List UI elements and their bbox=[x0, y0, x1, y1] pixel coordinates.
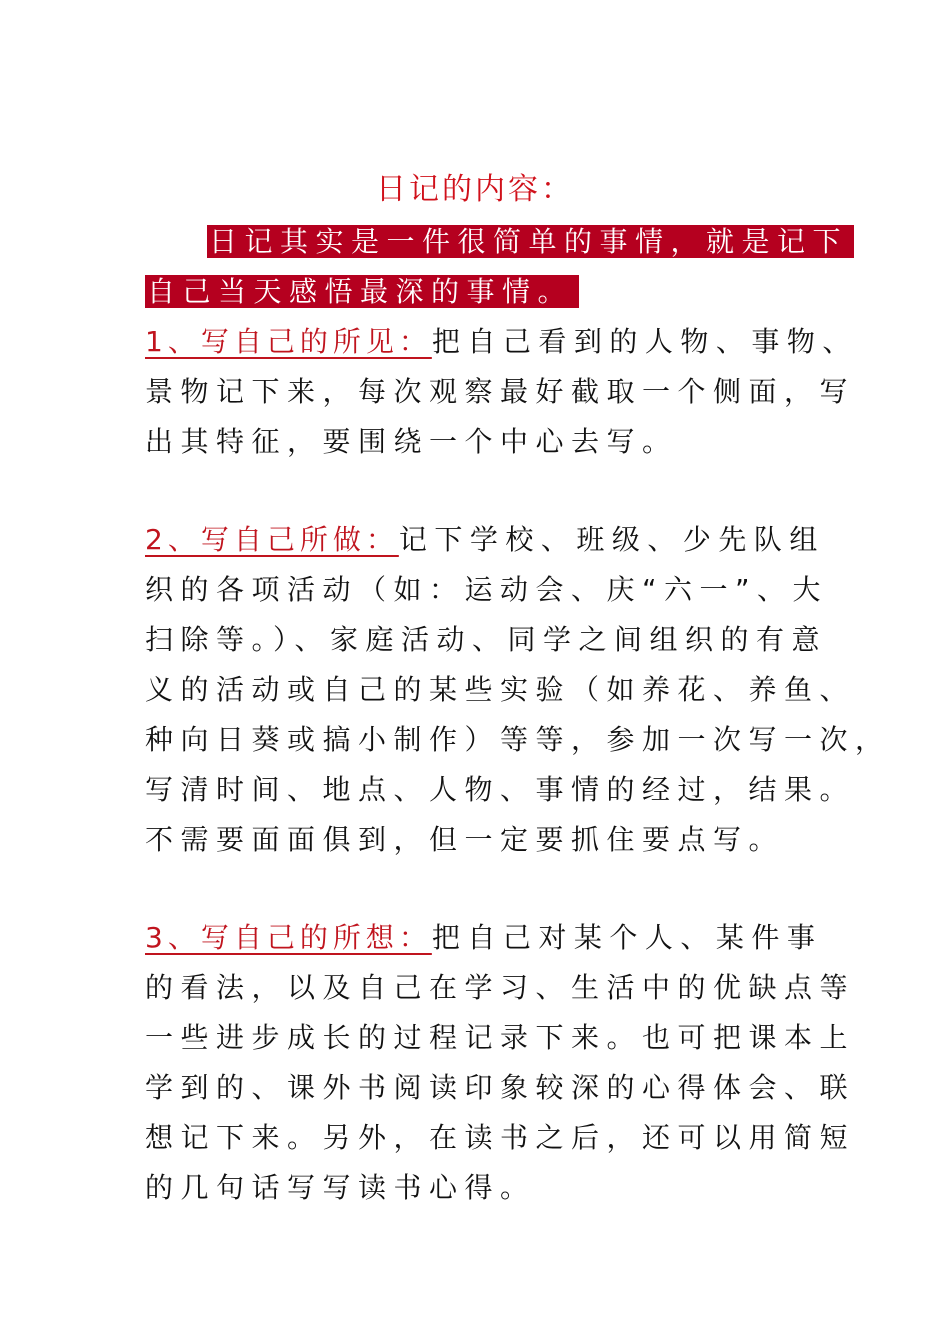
section-2-line: 写清时间、地点、人物、事情的经过，结果。 bbox=[145, 773, 856, 806]
section-2-line: 不需要面面俱到，但一定要抓住要点写。 bbox=[145, 823, 785, 856]
section-3-first-line bbox=[145, 918, 823, 958]
section-2-heading: 2、写自己所做： bbox=[145, 523, 399, 556]
section-3-heading: 3、写自己的所想： bbox=[145, 921, 432, 954]
section-3-line: 的几句话写写读书心得。 bbox=[145, 1171, 536, 1204]
intro-highlight-2: 自己当天感悟最深的事情。 bbox=[145, 275, 579, 308]
section-2-line: 织的各项活动（如：运动会、庆“六一”、大 bbox=[145, 573, 829, 606]
section-3-line: 想记下来。另外，在读书之后，还可以用简短 bbox=[145, 1121, 856, 1154]
section-2-line: 扫除等。）、家庭活动、同学之间组织的有意 bbox=[145, 623, 828, 656]
section-2-line: 义的活动或自己的某些实验（如养花、养鱼、 bbox=[145, 673, 856, 706]
page-title: 日记的内容： bbox=[376, 172, 574, 207]
section-2-first-line bbox=[145, 520, 825, 560]
section-1-first-line bbox=[145, 322, 858, 362]
section-3-line: 学到的、课外书阅读印象较深的心得体会、联 bbox=[145, 1071, 856, 1104]
intro-line-2 bbox=[145, 272, 815, 312]
section-3-text: 把自己对某个人、某件事 bbox=[431, 921, 823, 954]
section-1-text: 把自己看到的人物、事物、 bbox=[431, 325, 858, 358]
section-3-line: 一些进步成长的过程记录下来。也可把课本上 bbox=[145, 1021, 856, 1054]
intro-highlight-1: 日记其实是一件很简单的事情，就是记下 bbox=[207, 225, 854, 258]
section-1-heading: 1、写自己的所见： bbox=[145, 325, 432, 358]
intro-line-1 bbox=[145, 222, 849, 262]
section-3-line: 的看法，以及自己在学习、生活中的优缺点等 bbox=[145, 971, 856, 1004]
section-2-text: 记下学校、班级、少先队组 bbox=[398, 523, 825, 556]
section-2-line: 种向日葵或搞小制作）等等，参加一次写一次， bbox=[145, 723, 891, 756]
section-1-line: 出其特征，要围绕一个中心去写。 bbox=[145, 425, 678, 458]
section-1-line: 景物记下来，每次观察最好截取一个侧面，写 bbox=[145, 375, 856, 408]
